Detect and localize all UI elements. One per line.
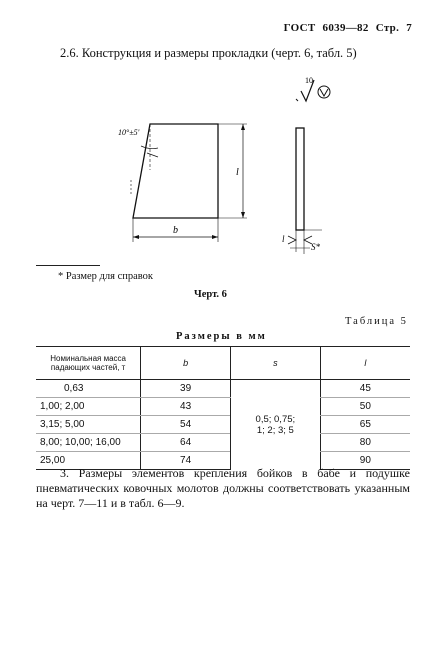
header-b: b [141, 347, 231, 380]
cell-l: 65 [320, 416, 410, 434]
page-header [280, 22, 412, 34]
page-number: 7 [406, 22, 412, 34]
cell-mass: 3,15; 5,00 [36, 416, 141, 434]
cell-b: 74 [141, 452, 231, 470]
standard-number: 6039—82 [322, 22, 369, 34]
cell-b: 39 [141, 380, 231, 398]
dimension-b-label: b [173, 225, 178, 236]
header-s: s [230, 347, 320, 380]
angle-label: 10°±5' [118, 128, 140, 137]
gasket-drawing [0, 70, 426, 270]
table-caption: Таблица 5 [345, 316, 408, 327]
cell-mass: 25,00 [36, 452, 141, 470]
figure-caption: Черт. 6 [194, 289, 227, 300]
surface-roughness-symbol [296, 76, 330, 101]
page-label: Стр. [375, 22, 400, 34]
section-heading: 2.6. Конструкция и размеры прокладки (черт. 6, табл. 5) [60, 46, 357, 60]
table-row [36, 398, 410, 416]
cell-mass: 8,00; 10,00; 16,00 [36, 434, 141, 452]
header-l: l [320, 347, 410, 380]
cell-b: 64 [141, 434, 231, 452]
table-row [36, 416, 410, 434]
cell-b: 43 [141, 398, 231, 416]
roughness-value: 10 [305, 76, 313, 85]
cell-l: 80 [320, 434, 410, 452]
dimension-l-side-label: l [282, 234, 285, 244]
standard-label: ГОСТ [283, 22, 316, 34]
cell-b: 54 [141, 416, 231, 434]
cell-l: 45 [320, 380, 410, 398]
footnote-rule [36, 265, 100, 266]
table-row [36, 434, 410, 452]
dimensions-table [36, 346, 410, 470]
gasket-side-view [282, 128, 322, 254]
footnote: * Размер для справок [58, 271, 154, 282]
table-header-row [36, 347, 410, 380]
table-row [36, 380, 410, 398]
cell-l: 50 [320, 398, 410, 416]
header-mass: Номинальная масса падающих частей, т [36, 347, 141, 380]
cell-mass: 0,63 [36, 380, 141, 398]
s-values-line-1: 0,5; 0,75; [255, 413, 296, 425]
cell-l: 90 [320, 452, 410, 470]
body-paragraph [36, 466, 410, 511]
paragraph-text: 3. Размеры элементов крепления бойков в бабе и подушке пневматических ковочных молотов должны соответствовать указанным на черт. 7—11 и в табл. 6—9. [36, 466, 410, 510]
cell-mass: 1,00; 2,00 [36, 398, 141, 416]
s-values-line-2: 1; 2; 3; 5 [256, 424, 294, 436]
cell-s-values [230, 380, 320, 470]
gasket-front-view [118, 124, 247, 242]
dimension-s-label: S* [311, 242, 320, 252]
table-subtitle: Размеры в мм [176, 331, 267, 342]
dimension-l-label: l [236, 167, 239, 178]
